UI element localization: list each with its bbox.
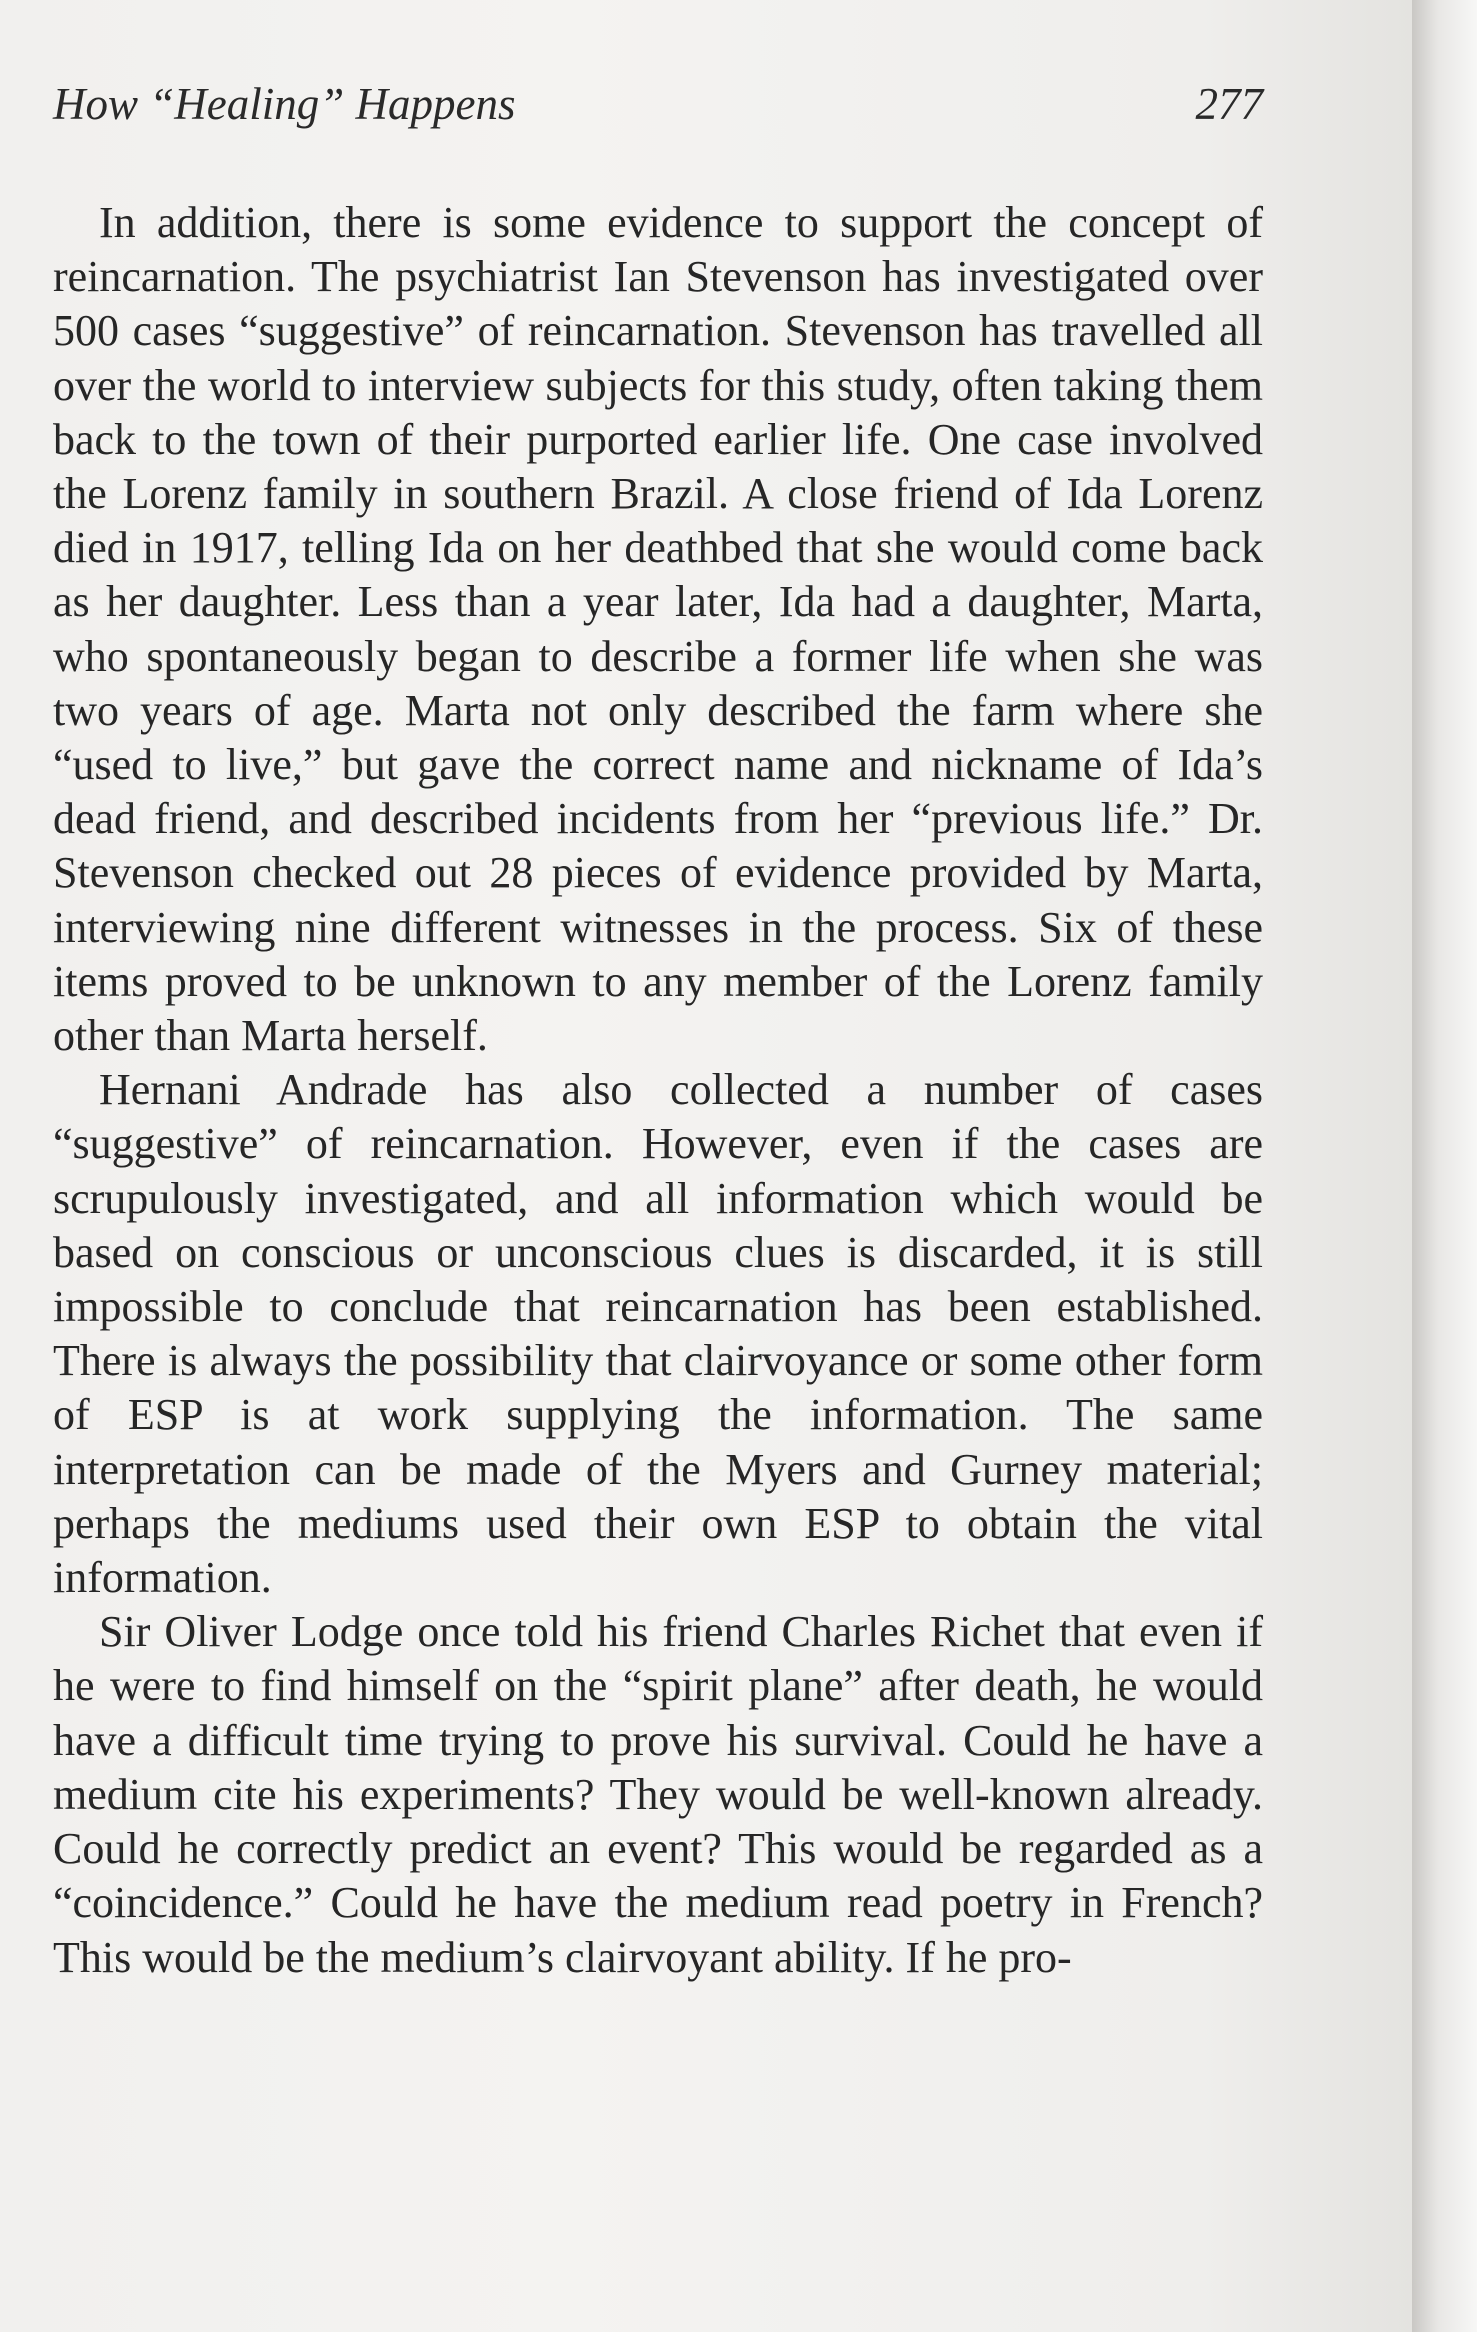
running-head [53,78,1263,138]
paragraph-reincarnation-evidence: In addition, there is some evidence to support the concept of reincarnation. The psychiatrist Ian Stevenson has investigated over 500 cases “suggestive” of reincarnation. Stevenson has travelled all over the world to interview subjects for this study, often taking them back to the town of their purported earlier life. One case involved the Lorenz family in southern Brazil. A close friend of Ida Lorenz died in 1917, telling Ida on her deathbed that she would come back as her daughter. Less than a year later, Ida had a daughter, Marta, who spontaneously began to describe a former life when she was two years of age. Marta not only described the farm where she “used to live,” but gave the correct name and nickname of Ida’s dead friend, and described incidents from her “previous life.” Dr. Stevenson checked out 28 pieces of evidence provided by Marta, interviewing nine different witnesses in the process. Six of these items proved to be unknown to any member of the Lorenz family other than Marta herself. [53,198,1263,1061]
paragraph-lodge-richet: Sir Oliver Lodge once told his friend Charles Richet that even if he were to find himself on the “spirit plane” after death, he would have a difficult time trying to prove his survival. Could he have a medium cite his experiments? They would be well-known already. Could he correctly predict an event? This would be regarded as a “coincidence.” Could he have the medium read poetry in French? This would be the medium’s clairvoyant ability. If he pro- [53,1607,1263,1982]
chapter-title: How “Healing” Happens [53,79,516,129]
body-text [53,196,1263,1985]
page-number: 277 [1195,79,1263,129]
page-edge-shadow [1412,0,1477,2332]
paragraph-andrade-cases: Hernani Andrade has also collected a number of cases “suggestive” of reincarnation. However, even if the cases are scrupulously investigated, and all information which would be based on conscious or unconscious clues is discarded, it is still impossible to conclude that reincarnation has been established. There is always the possibility that clairvoyance or some other form of ESP is at work supplying the information. The same interpretation can be made of the Myers and Gurney material; perhaps the mediums used their own ESP to obtain the vital information. [53,1065,1263,1603]
